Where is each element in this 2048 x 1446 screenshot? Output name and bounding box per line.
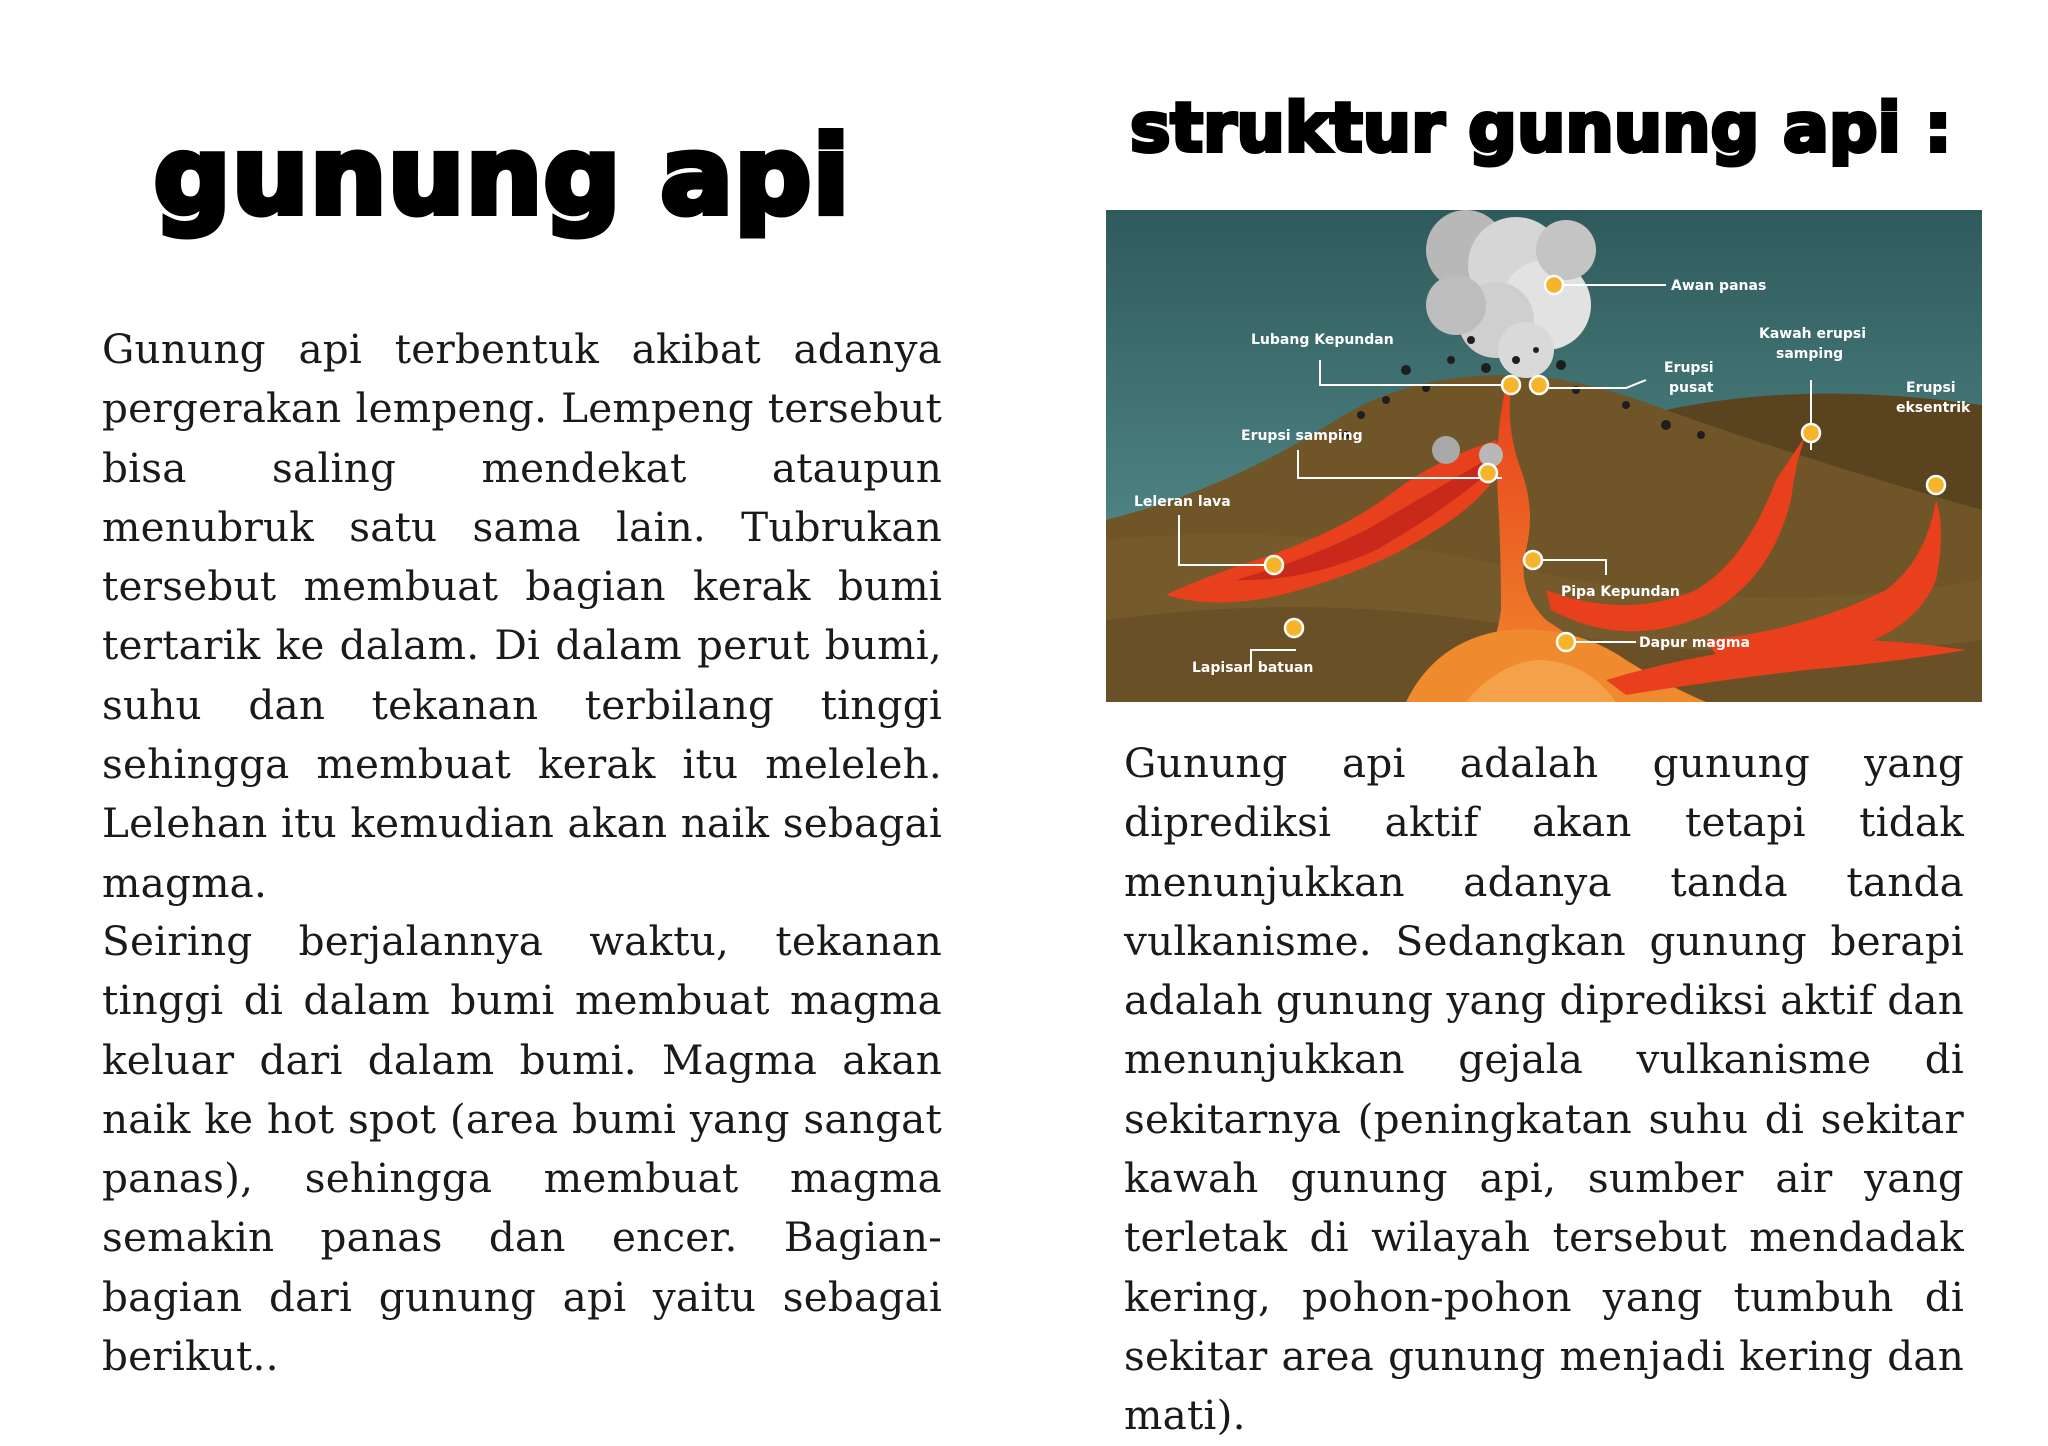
label-erupsi-pusat-2: pusat <box>1669 380 1714 396</box>
label-erupsi-eksentrik-1: Erupsi <box>1906 380 1956 396</box>
label-awan-panas: Awan panas <box>1671 278 1767 294</box>
right-paragraph: Gunung api adalah gunung yang diprediksi aktif akan tetapi tidak menunjukkan adanya tanda tanda vulkanisme. Sedangkan gunung berapi adalah gunung yang diprediksi aktif dan menunjukkan gejala vulkanisme di sekitarnya (peningkatan suhu di sekitar kawah gunung api, sumber air yang terletak di wilayah tersebut mendadak kering, pohon-pohon yang tumbuh di sekitar area gunung menjadi kering dan mati). <box>1124 739 1964 1440</box>
label-dapur-magma: Dapur magma <box>1639 635 1750 651</box>
label-lubang-kepundan: Lubang Kepundan <box>1251 332 1394 348</box>
label-erupsi-eksentrik-2: eksentrik <box>1896 400 1971 416</box>
label-pipa-kepundan: Pipa Kepundan <box>1561 584 1680 600</box>
right-title: struktur gunung api : <box>1130 89 1952 168</box>
label-erupsi-samping: Erupsi samping <box>1241 428 1363 444</box>
label-kawah-erupsi-1: Kawah erupsi <box>1759 326 1867 342</box>
label-lapisan-batuan: Lapisan batuan <box>1192 660 1314 676</box>
left-paragraph-1: Gunung api terbentuk akibat adanya pergerakan lempeng. Lempeng tersebut bisa saling mendekat ataupun menubruk satu sama lain. Tubrukan tersebut membuat bagian kerak bumi tertarik ke dalam. Di dalam perut bumi, suhu dan tekanan terbilang tinggi sehingga membuat kerak itu meleleh. Lelehan itu kemudian akan naik sebagai magma. <box>102 325 942 907</box>
left-paragraph-2: Seiring berjalannya waktu, tekanan tinggi di dalam bumi membuat magma keluar dari dalam bumi. Magma akan naik ke hot spot (area bumi yang sangat panas), sehingga membuat magma semakin panas dan encer. Bagian-bagian dari gunung api yaitu sebagai berikut.. <box>102 917 942 1381</box>
label-erupsi-pusat-1: Erupsi <box>1664 360 1714 376</box>
left-title: gunung api <box>153 114 851 239</box>
label-kawah-erupsi-2: samping <box>1776 346 1844 362</box>
volcano-structure-diagram <box>1106 210 1982 702</box>
label-leleran-lava: Leleran lava <box>1134 494 1231 510</box>
